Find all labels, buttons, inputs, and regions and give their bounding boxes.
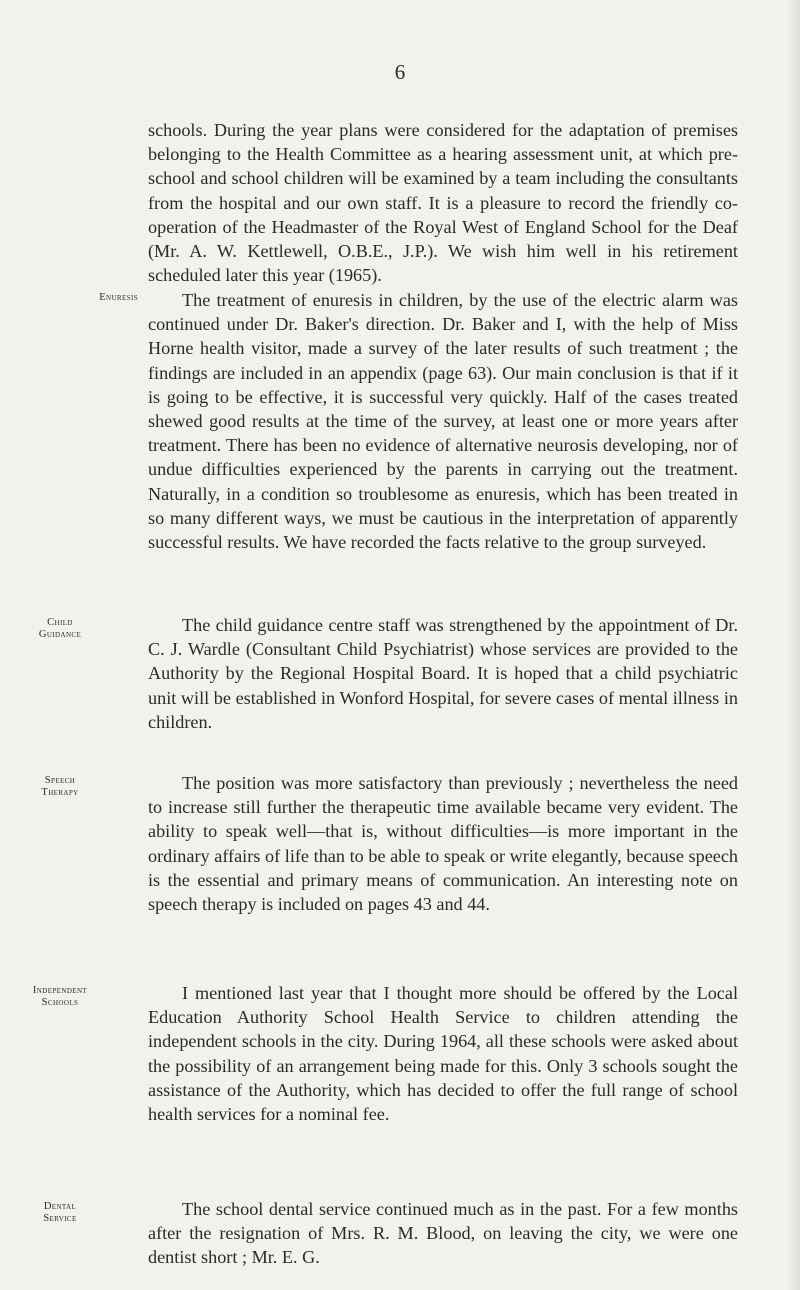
margin-label-child-guidance: [0, 617, 120, 641]
paragraph-speech-therapy: The position was more satisfactory than previously ; nevertheless the need to increase still further the therapeutic time available became very evident. The ability to speak well—that is, without difficulties—is more important in the ordinary affairs of life than to be able to speak or write elegantly, because speech is the essential and primary means of communication. An interesting note on speech therapy is included on pages 43 and 44.: [148, 773, 738, 915]
paragraph-dental-service: The school dental service continued much as in the past. For a few months after the resignation of Mrs. R. M. Blood, on leaving the city, we were one dentist short ; Mr. E. G.: [148, 1199, 738, 1268]
margin-label-independent-schools: [0, 985, 120, 1009]
paragraph-enuresis: The treatment of enuresis in children, by the use of the electric alarm was continued under Dr. Baker's direction. Dr. Baker and I, with the help of Miss Horne health visitor, made a survey of the later results of such treatment ; the findings are included in an appendix (page 63). Our main conclusion is that if it is going to be effective, it is successful very quickly. Half of the cases treated shewed good results at the time of the survey, at least one or more years after treatment. There has been no evidence of alternative neurosis developing, nor of undue difficulties experienced by the parents in carrying out the treatment. Naturally, in a condition so troublesome as enuresis, which has been treated in so many different ways, we must be cautious in the interpretation of apparently successful results. We have recorded the facts relative to the group surveyed.: [148, 290, 738, 553]
page-edge-shadow: [786, 0, 800, 1290]
margin-label-speech-therapy: [0, 775, 120, 799]
margin-label-dental-service: [0, 1201, 120, 1225]
margin-label-line: Guidance: [38, 629, 82, 640]
margin-label-line: Therapy: [41, 787, 79, 798]
margin-label-line: Child: [47, 617, 73, 628]
margin-label-line: Independent: [32, 985, 88, 996]
margin-label-line: Dental: [43, 1201, 77, 1212]
paragraph-independent-schools: I mentioned last year that I thought more should be offered by the Local Education Authority School Health Service to children attending the independent schools in the city. During 1964, all these schools were asked about the possibility of an arrangement being made for this. Only 3 schools sought the assistance of the Authority, which has decided to offer the full range of school health services for a nominal fee.: [148, 983, 738, 1125]
paragraph-child-guidance: The child guidance centre staff was strengthened by the appointment of Dr. C. J. Wardle (Consultant Child Psychiatrist) whose services are provided to the Authority by the Regional Hospital Board. It is hoped that a child psychiatric unit will be established in Wonford Hospital, for severe cases of mental illness in children.: [148, 615, 738, 732]
margin-label-line: Schools: [41, 997, 79, 1008]
paragraph-intro: schools. During the year plans were considered for the adaptation of premises belonging to the Health Committee as a hearing assessment unit, at which pre-school and school children will be examined by a team including the consultants from the hospital and our own staff. It is a pleasure to record the friendly co-operation of the Headmaster of the Royal West of England School for the Deaf (Mr. A. W. Kettlewell, O.B.E., J.P.). We wish him well in his retirement scheduled later this year (1965).: [148, 120, 738, 286]
margin-label-enuresis: [0, 292, 138, 304]
margin-label-line: Speech: [44, 775, 76, 786]
margin-label-line: Service: [43, 1213, 77, 1224]
page-number: 6: [394, 60, 406, 84]
margin-label-line: Enuresis: [99, 292, 138, 303]
